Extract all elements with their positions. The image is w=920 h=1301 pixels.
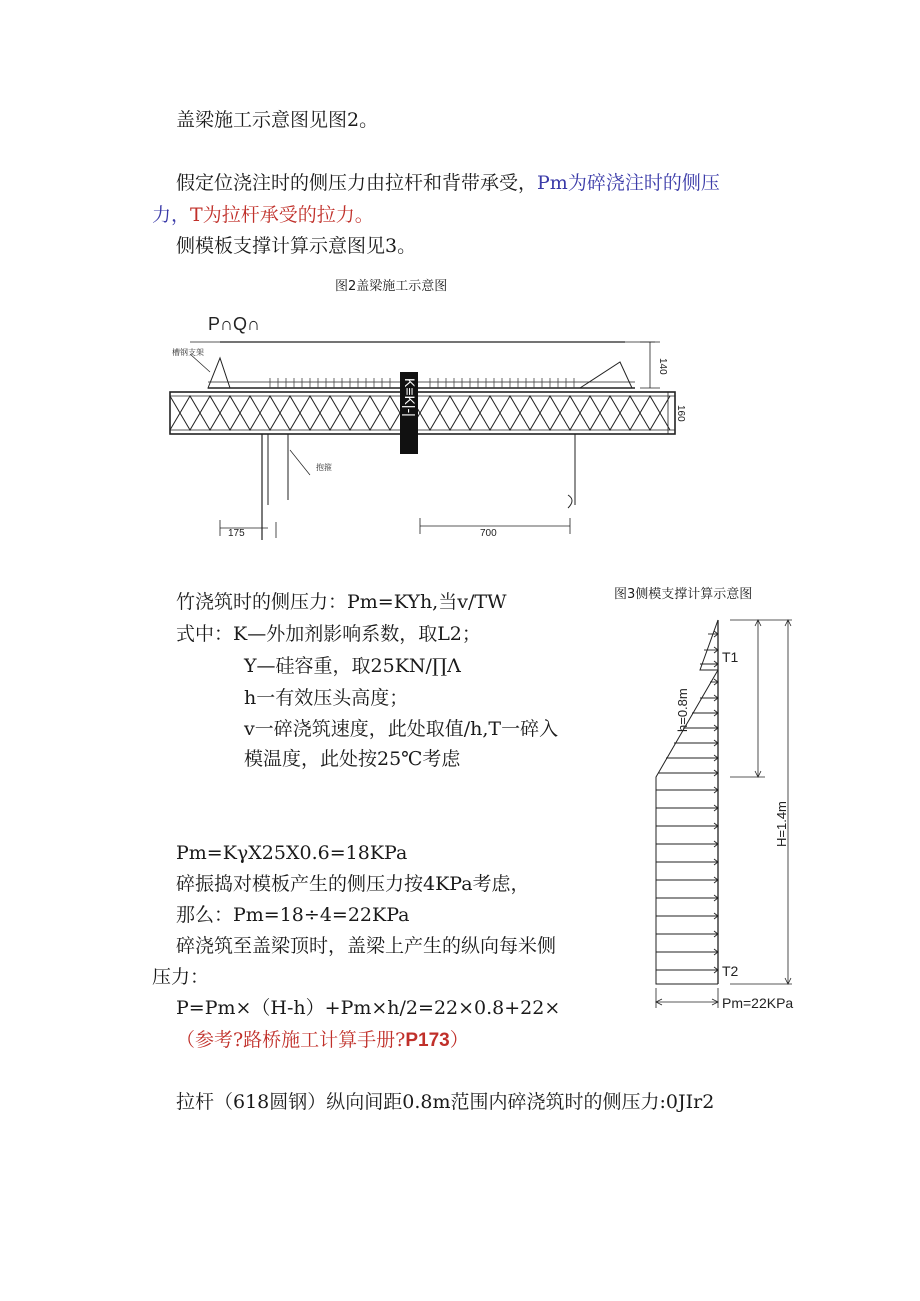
label-pm: Pm=22KPa — [722, 995, 794, 1011]
formula-line1: 竹浇筑时的侧压力：Pm=KYh,当v/TW — [176, 591, 507, 613]
figure2-header: P∩Q∩ — [208, 314, 260, 334]
formula-line4: h一有效压头高度； — [244, 687, 409, 709]
paragraph-assumption-line1 — [176, 171, 720, 195]
calc-line5: 压力： — [152, 966, 210, 988]
reference-page: P173 — [405, 1030, 450, 1051]
paragraph-assumption-line2 — [152, 203, 374, 227]
reference-note — [176, 1028, 469, 1053]
label-vertical: K≡K|-| — [402, 378, 418, 417]
label-t2: T2 — [722, 963, 739, 979]
formula-line6: 模温度，此处按25℃考虑 — [244, 748, 461, 770]
dim-160: 160 — [675, 405, 686, 422]
t-definition: T为拉杆承受的拉力。 — [190, 204, 374, 226]
calc-line4: 碎浇筑至盖梁顶时，盖梁上产生的纵向每米侧 — [176, 935, 557, 957]
label-t1: T1 — [722, 649, 739, 665]
label-channel-support: 槽钢支架 — [172, 348, 204, 357]
label-hoop: 抱箍 — [316, 463, 332, 472]
figure2-caption: 图2盖梁施工示意图 — [335, 279, 448, 294]
dim-140: 140 — [657, 358, 668, 375]
calc-line2: 碎振捣对模板产生的侧压力按4KPa考虑， — [176, 873, 530, 895]
reference-close: ） — [449, 1029, 469, 1051]
calc-line6: P=Pm×（H-h）+Pm×h/2=22×0.8+22× — [176, 997, 561, 1019]
tie-rod-line: 拉杆（618圆钢）纵向间距0.8m范围内碎浇筑时的侧压力:0JIr2 — [176, 1091, 715, 1113]
assumption-text: 假定位浇注时的侧压力由拉杆和背带承受， — [176, 172, 538, 194]
reference-text: （参考?路桥施工计算手册? — [176, 1029, 406, 1051]
figure3-drawing — [640, 612, 820, 1020]
figure3-caption: 图3侧模支撑计算示意图 — [614, 587, 753, 602]
label-h-upper: h=0.8m — [675, 688, 690, 732]
pm-definition: Pm为碎浇注时的侧压 — [537, 172, 720, 194]
figure2-drawing — [150, 300, 690, 550]
formula-line5: v一碎浇筑速度，此处取值/h,T一碎入 — [244, 718, 559, 740]
dim-175: 175 — [228, 528, 245, 539]
calc-line3: 那么：Pm=18÷4=22KPa — [176, 904, 410, 926]
assumption-continued: 力， — [152, 204, 191, 226]
calc-line1: Pm=KγX25X0.6=18KPa — [176, 842, 408, 864]
formula-line3: Y—硅容重，取25KN/∏Λ — [244, 655, 461, 677]
dim-700: 700 — [480, 528, 497, 539]
paragraph-fig2-ref: 盖梁施工示意图见图2。 — [176, 109, 379, 131]
formula-line2: 式中：K—外加剂影响系数，取L2； — [176, 623, 481, 645]
label-h-total: H=1.4m — [774, 801, 789, 847]
paragraph-fig3-ref: 侧模板支撑计算示意图见3。 — [176, 235, 417, 257]
